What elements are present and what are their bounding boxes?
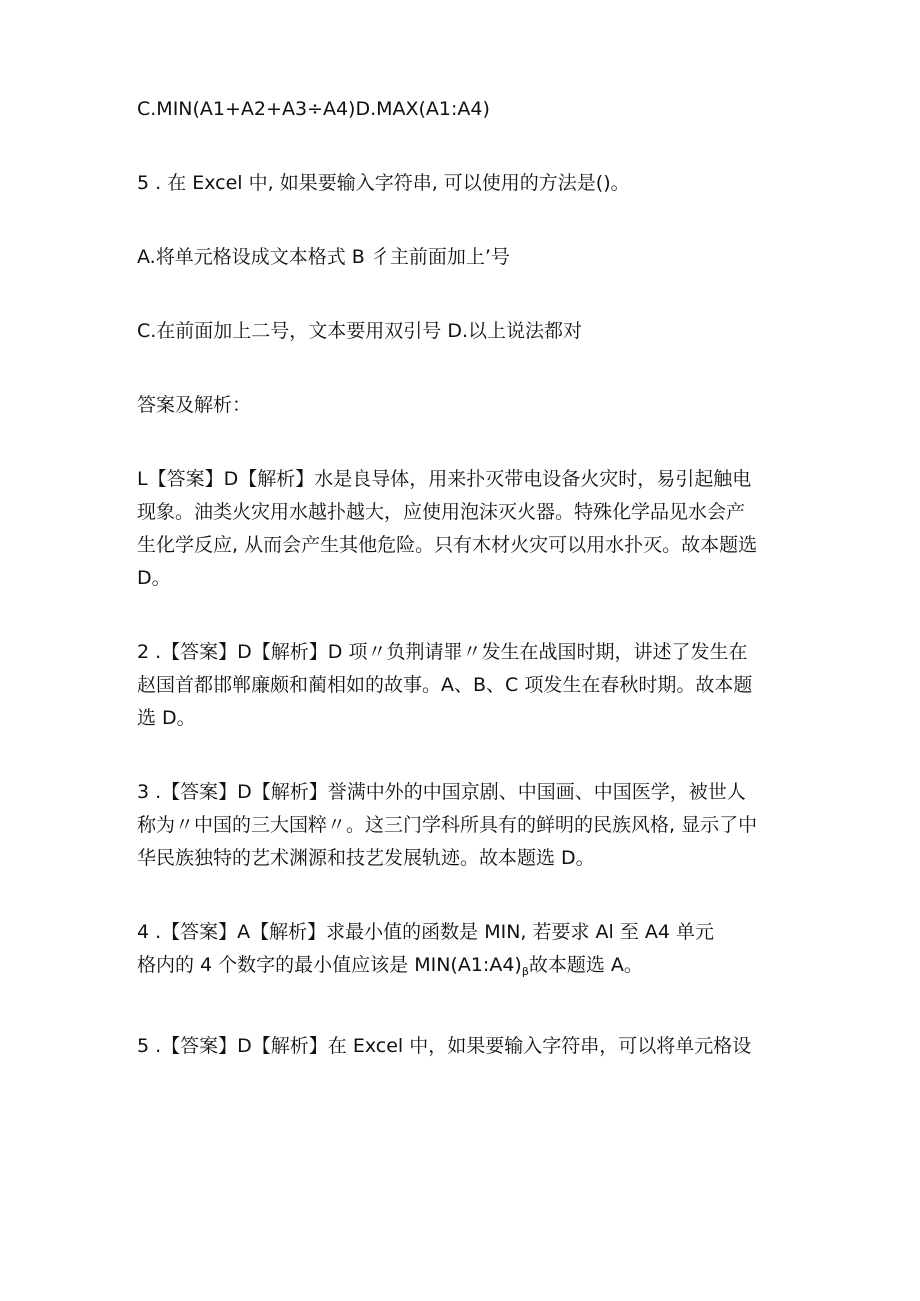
text-line: 5 . 在 Excel 中, 如果要输入字符串, 可以使用的方法是()。 xyxy=(137,172,630,194)
text-line: 2 .【答案】D【解析】D 项〃负荆请罪〃发生在战国时期，讲述了发生在 xyxy=(137,641,748,663)
answer-3 xyxy=(137,779,787,871)
document-page xyxy=(137,96,787,1059)
text-line: 4 .【答案】A【解析】求最小值的函数是 MIN, 若要求 Al 至 A4 单元 xyxy=(137,921,715,943)
question-5 xyxy=(137,170,787,196)
text-line: C.MIN(A1+A2+A3÷A4)D.MAX(A1:A4) xyxy=(137,98,490,120)
text-line: 华民族独特的艺术渊源和技艺发展轨迹。故本题选 D。 xyxy=(137,847,595,869)
answers-heading xyxy=(137,392,787,418)
text-line: 选 D。 xyxy=(137,707,196,729)
text-line: L【答案】D【解析】水是良导体，用来扑灭带电设备火灾时，易引起触电 xyxy=(137,468,752,490)
answer-5 xyxy=(137,1033,787,1059)
answer-2 xyxy=(137,639,787,731)
text-line: 生化学反应, 从而会产生其他危险。只有木材火灾可以用水扑灭。故本题选 xyxy=(137,534,758,556)
text-line: 称为〃中国的三大国粹〃。这三门学科所具有的鲜明的民族风格, 显示了中 xyxy=(137,814,758,836)
text-line xyxy=(137,952,787,985)
subscript-mark: β xyxy=(521,965,529,978)
text-line: 答案及解析： xyxy=(137,394,252,416)
text-fragment: 格内的 4 个数字的最小值应该是 MIN(A1:A4) xyxy=(137,954,522,976)
text-line: A.将单元格设成文本格式 B 彳主前面加上’号 xyxy=(137,246,510,268)
option-line-ab-q5 xyxy=(137,244,787,270)
text-line: C.在前面加上二号，文本要用双引号 D.以上说法都对 xyxy=(137,320,583,342)
text-line: 5 .【答案】D【解析】在 Excel 中，如果要输入字符串，可以将单元格设 xyxy=(137,1035,752,1057)
option-line-cd-q5 xyxy=(137,318,787,344)
text-line: D。 xyxy=(137,567,171,589)
text-line: 赵国首都邯郸廉颇和蔺相如的故事。A、B、C 项发生在春秋时期。故本题 xyxy=(137,674,753,696)
answer-1 xyxy=(137,466,787,591)
answer-4 xyxy=(137,919,787,985)
text-line: 现象。油类火灾用水越扑越大，应使用泡沫灭火器。特殊化学品见水会产 xyxy=(137,501,746,523)
text-fragment: 故本题选 A。 xyxy=(528,954,643,976)
text-line: 3 .【答案】D【解析】誉满中外的中国京剧、中国画、中国医学，被世人 xyxy=(137,781,746,803)
option-line-cd-q4 xyxy=(137,96,787,122)
